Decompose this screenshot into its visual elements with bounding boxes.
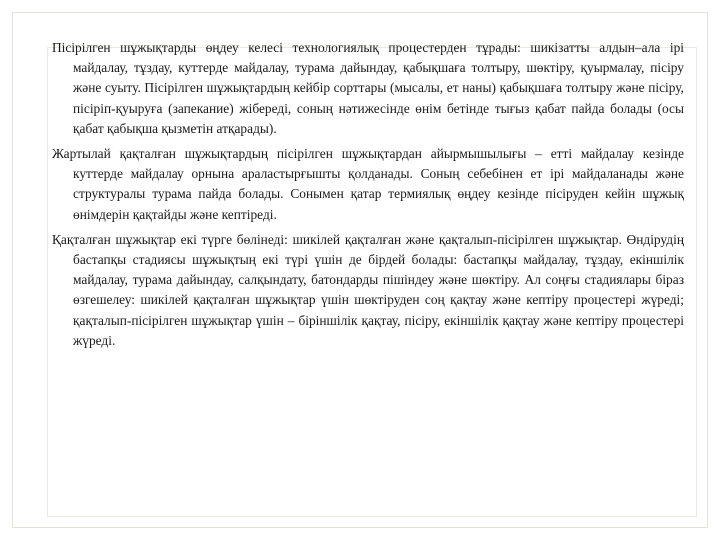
- paragraph-cooked-sausages: Пісірілген шұжықтарды өңдеу келесі технологиялық процестерден тұрады: шикізатты алдын–ала ірі майдалау, тұздау, куттерде майдалау, турама дайындау, қабықшаға толтыру, шөктіру, қуырмалау, пісіру және суыту. Пісірілген шұжықтардың кейбір сорттары (мысалы, ет наны) қабықшаға толтыру және пісіру, пісіріп-қуыруға (запекание) жібереді, соның нәтижесінде өнім бетінде тығыз қабат пайда болады (осы қабат қабықша қызметін атқарады).: [52, 40, 684, 136]
- paragraph-semi-smoked-sausages: Жартылай қақталған шұжықтардың пісірілген шұжықтардан айырмышылығы – етті майдалау кезінде куттерде майдалау орнына араластырғышты қолданады. Соның себебінен ет ірі майдаланады және структуралы турама пайда болады. Сонымен қатар термиялық өңдеу кезінде пісіруден кейін шұжық өнімдерін қақтайды және кептіреді.: [52, 146, 684, 222]
- paragraph-smoked-sausages: Қақталған шұжықтар екі түрге бөлінеді: шикілей қақталған және қақталып-пісірілген шұжықтар. Өндірудің бастапқы стадиясы шұжықтың екі түрі үшін де бірдей болады: бастапқы майдалау, тұздау, екіншілік майдалау, турама дайындау, салқындату, батондарды пішіндеу және шөктіру. Ал соңғы стадиялары біраз өзгешелеу: шикілей қақталған шұжықтар үшін шөктіруден соң қақтау және кептіру процестері жүреді; қақталып-пісірілген шұжықтар үшін – біріншілік қақтау, пісіру, екіншілік қақтау және кептіру процестері жүреді.: [52, 231, 684, 348]
- text-body: [52, 38, 684, 356]
